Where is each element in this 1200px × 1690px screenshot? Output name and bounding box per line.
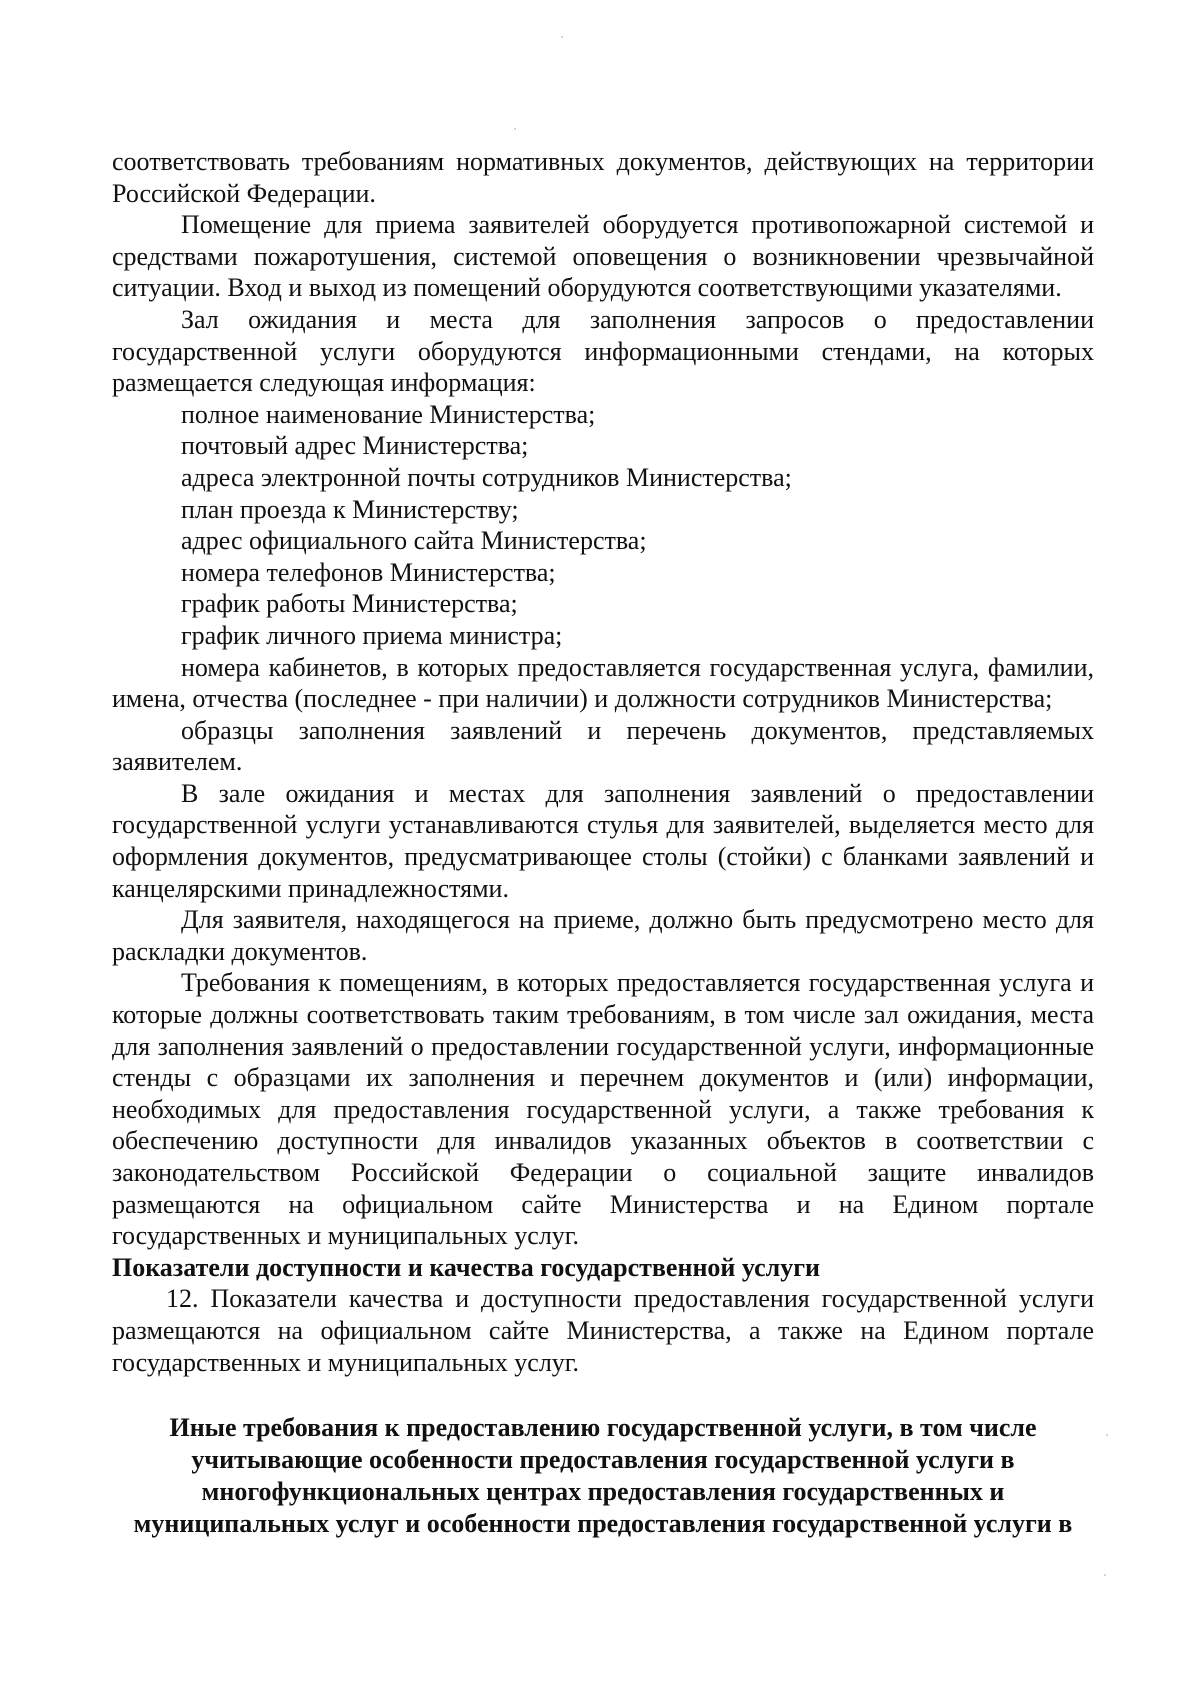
- scan-speck: [1104, 1574, 1106, 1576]
- paragraph-document-space: Для заявителя, находящегося на приеме, должно быть предусмотрено место для раскладки документов.: [112, 905, 1094, 966]
- list-item: адреса электронной почты сотрудников Министерства;: [181, 462, 792, 492]
- paragraph-continuation: соответствовать требованиям нормативных документов, действующих на территории Российской Федерации.: [112, 147, 1094, 208]
- paragraph-sample-forms: образцы заполнения заявлений и перечень документов, представляемых заявителем.: [112, 715, 1094, 777]
- list-item: номера телефонов Министерства;: [181, 557, 556, 587]
- paragraph-office-numbers: номера кабинетов, в которых предоставляется государственная услуга, фамилии, имена, отчества (последнее - при наличии) и должности сотрудников Министерства;: [112, 652, 1094, 714]
- scan-speck: [514, 128, 516, 130]
- section-heading-quality: Показатели доступности и качества государственной услуги: [112, 1252, 821, 1282]
- paragraph-12: 12. Показатели качества и доступности предоставления государственной услуги размещаются на официальном сайте Министерства, а также на Едином портале государственных и муниципальных услуг.: [112, 1284, 1094, 1377]
- list-item: график работы Министерства;: [181, 589, 518, 619]
- list-item: адрес официального сайта Министерства;: [181, 526, 647, 556]
- paragraph-chairs-tables: В зале ожидания и местах для заполнения заявлений о предоставлении государственной услуги устанавливаются стулья для заявителей, выделяется место для оформления документов, предусматривающее столы (стойки) с бланками заявлений и канцелярскими принадлежностями.: [112, 778, 1094, 903]
- scan-speck: [1106, 1434, 1108, 1436]
- heading-line: учитывающие особенности предоставления государственной услуги в: [191, 1445, 1015, 1475]
- list-item: почтовый адрес Министерства;: [181, 431, 529, 461]
- heading-line: многофункциональных центрах предоставления государственных и: [201, 1477, 1005, 1507]
- section-heading-other-requirements: [112, 1412, 1094, 1540]
- document-body: [112, 146, 1094, 1540]
- list-item: план проезда к Министерству;: [181, 494, 519, 524]
- list-item: полное наименование Министерства;: [181, 399, 596, 429]
- paragraph-fire-safety: Помещение для приема заявителей оборудуется противопожарной системой и средствами пожаротушения, системой оповещения о возникновении чрезвычайной ситуации. Вход и выход из помещений оборудуются соответствующими указателями.: [112, 210, 1094, 303]
- heading-line: муниципальных услуг и особенности предоставления государственной услуги в: [133, 1509, 1073, 1539]
- list-item: график личного приема министра;: [181, 620, 563, 650]
- info-stand-list: [112, 399, 1094, 652]
- paragraph-waiting-hall: Зал ожидания и места для заполнения запросов о предоставлении государственной услуги оборудуются информационными стендами, на которых размещается следующая информация:: [112, 304, 1094, 398]
- scan-speck: [561, 36, 563, 38]
- heading-line: Иные требования к предоставлению государственной услуги, в том числе: [169, 1413, 1037, 1443]
- paragraph-room-requirements: Требования к помещениям, в которых предоставляется государственная услуга и которые должны соответствовать таким требованиям, в том числе зал ожидания, места для заполнения заявлений о предоставлении государственной услуги, информационные стенды с образцами их заполнения и перечнем документов и (или) информации, необходимых для предоставления государственной услуги, а также требования к обеспечению доступности для инвалидов указанных объектов в соответствии с законодательством Российской Федерации о социальной защите инвалидов размещаются на официальном сайте Министерства и на Едином портале государственных и муниципальных услуг.: [112, 968, 1094, 1251]
